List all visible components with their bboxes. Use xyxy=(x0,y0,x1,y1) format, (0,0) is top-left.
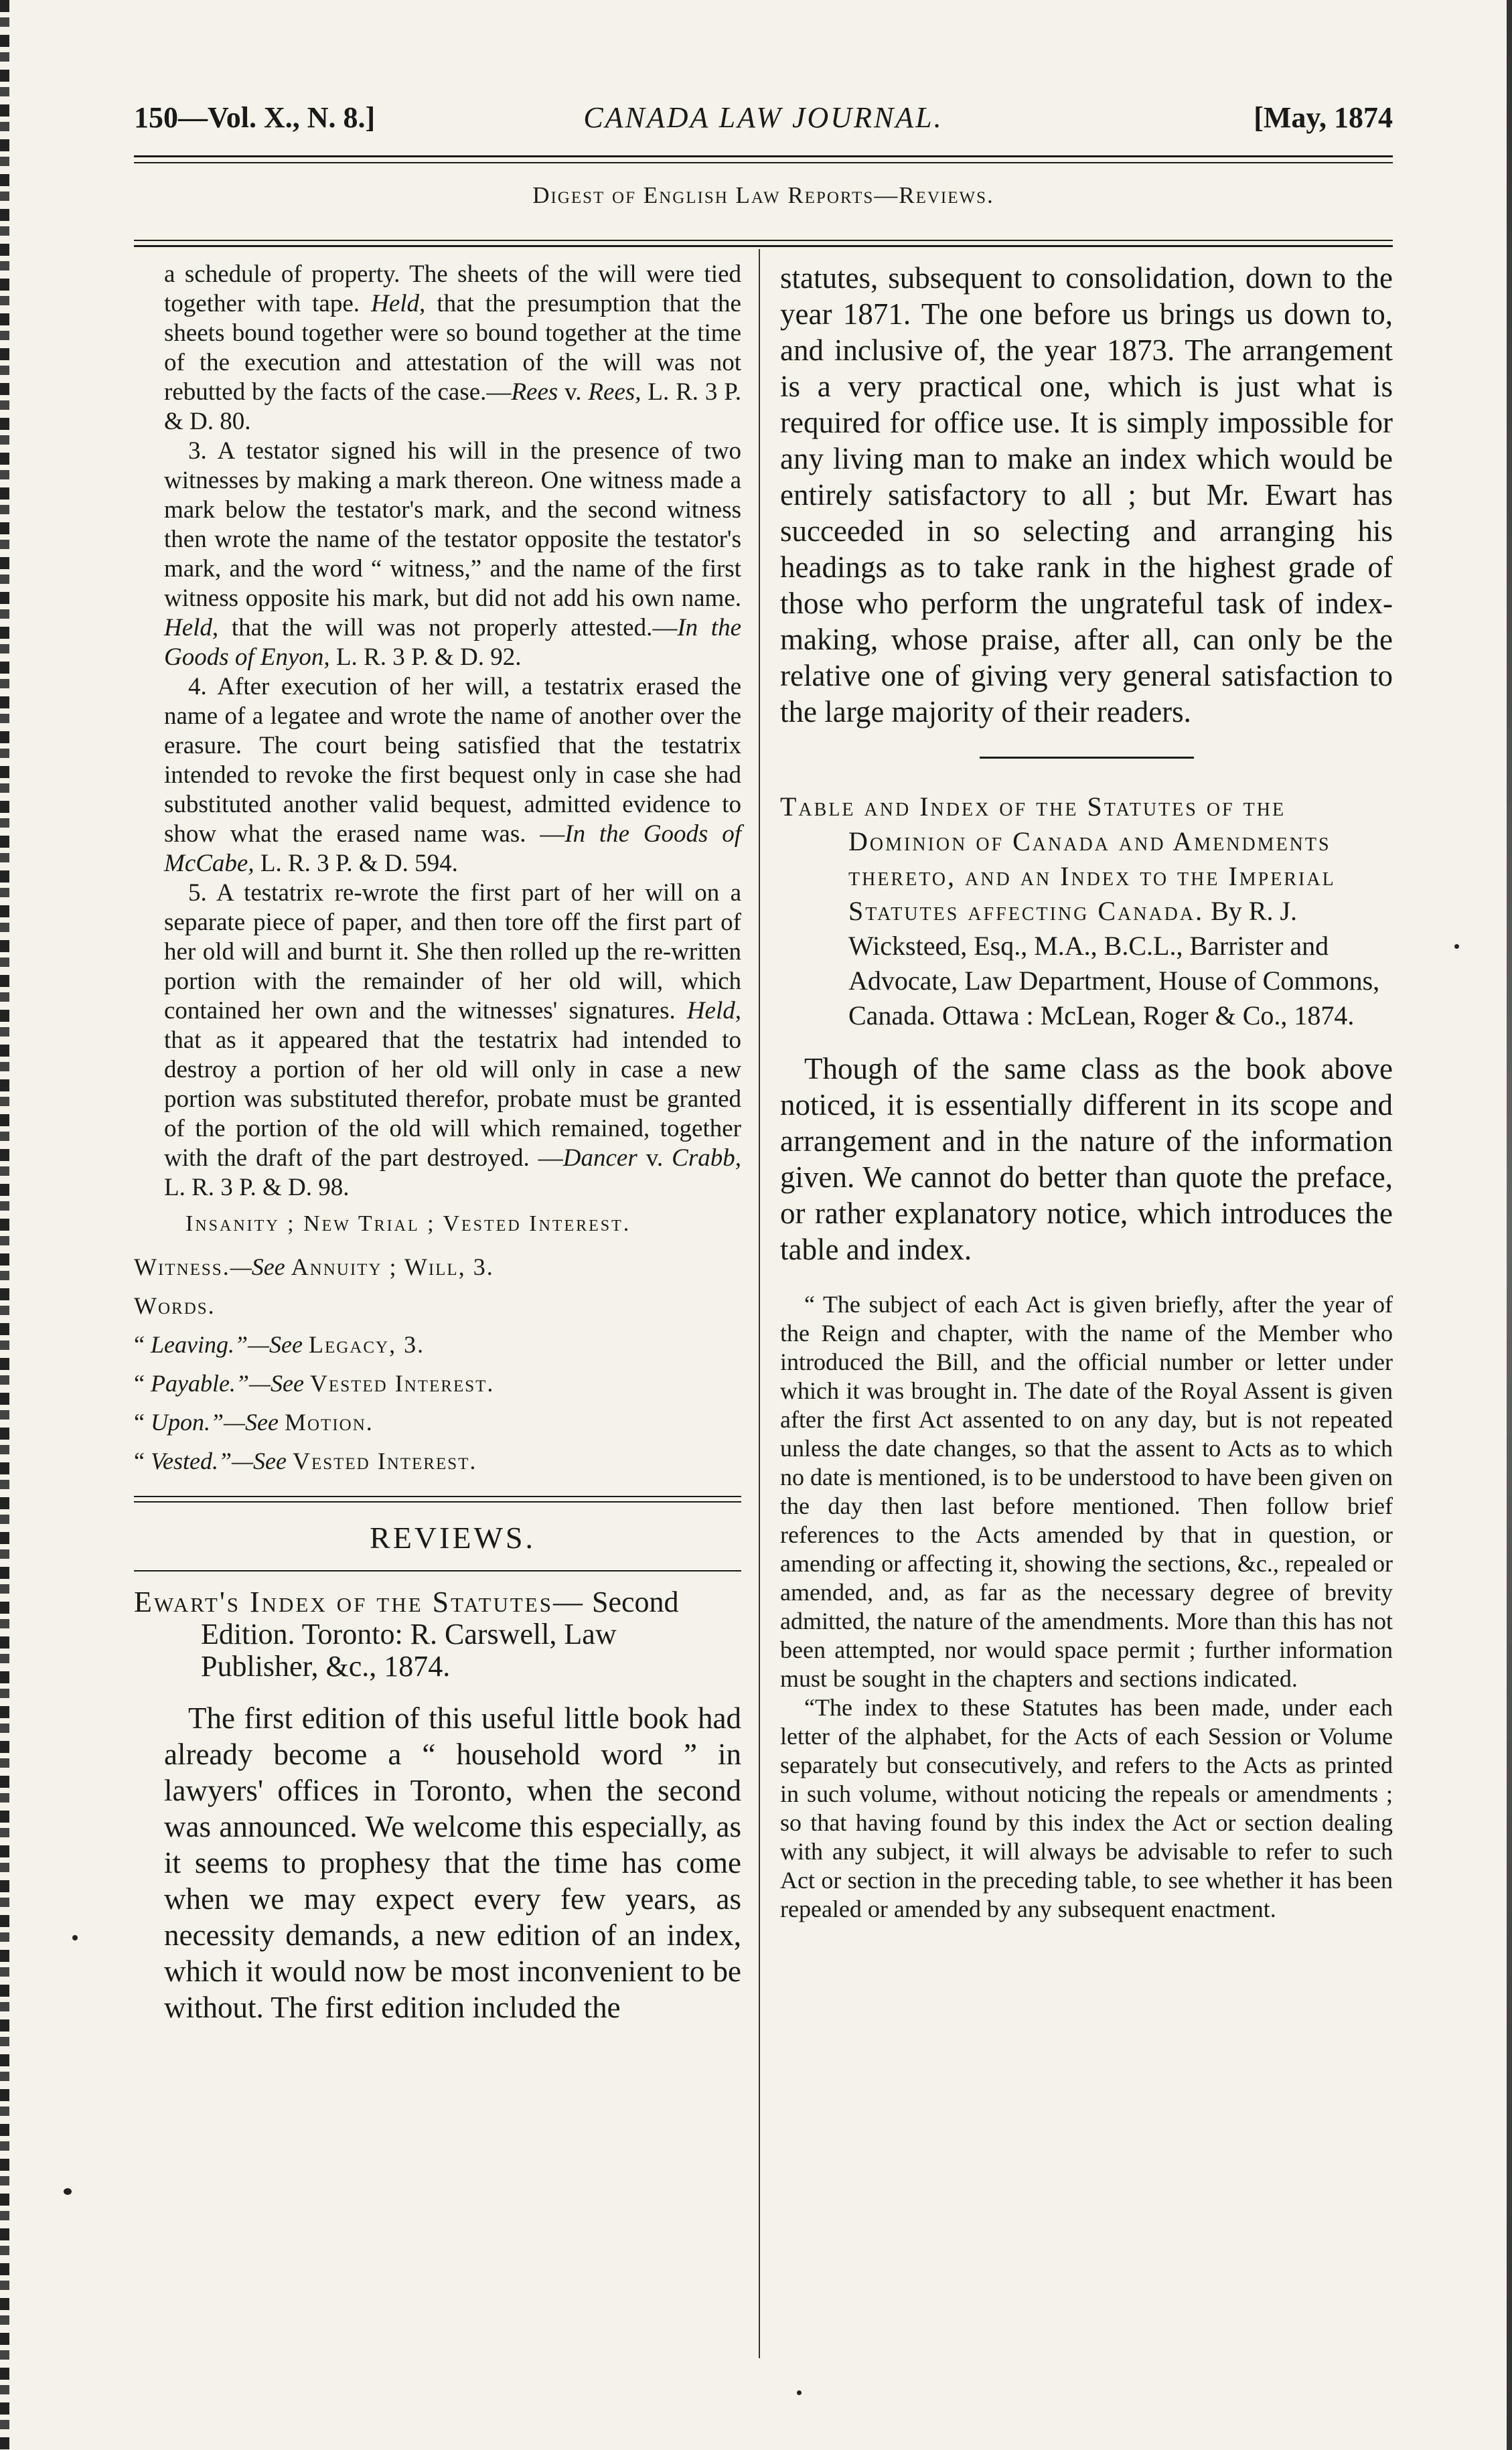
book-review-title xyxy=(134,1586,741,1683)
cross-reference xyxy=(134,1330,741,1359)
case-name: Crabb, xyxy=(672,1144,741,1172)
reviews-rule xyxy=(134,1496,741,1497)
header-rule xyxy=(134,155,1393,157)
italic-text: Held, xyxy=(686,997,741,1024)
review-paragraph: statutes, subsequent to consolidation, down to the year 1871. The one before us brings us down to, and inclusive of, the year 1873. The arrangement is a very practical one, which is just what is required for office use. It is simply impossible for any living man to make an index which would be entirely satisfactory to all ; but Mr. Ewart has succeeded in so selecting and arranging his headings as to take rank in the highest grade of those who perform the ungrateful task of index-making, whose praise, after all, can only be the relative one of giving very general satisfaction to the large majority of their readers. xyxy=(780,261,1393,729)
see-label: ”—See xyxy=(210,1409,285,1436)
quoted-preface: “The index to these Statutes has been made, under each letter of the alphabet, for the Acts of each Session or Volume separately but consecutively, and refers to the Acts as printed in such volume, without noticing the repeals or amendments ; so that having found by this index the Act or section dealing with any subject, it will always be advisable to refer to such Act or section in the preceding table, to see whether it has been repealed or amended by any subsequent enactment. xyxy=(780,1694,1393,1922)
xref-target: Legacy, 3. xyxy=(308,1331,425,1358)
digest-paragraph xyxy=(164,260,741,437)
ink-speck xyxy=(797,2390,802,2395)
xref-target: Vested Interest. xyxy=(309,1370,495,1397)
reviews-rule xyxy=(134,1570,741,1572)
quoted-preface: “ The subject of each Act is given briefly, after the year of the Reign and chapter, with the name of the Member who introduced the Bill, and the official number or letter under which it was brought in. The date of the Royal Assent is given after the first Act assented to on any day, but is not repeated unless the date changes, so that the assent to Acts as to which no date is mentioned, is to be understood to have been given on the day then last before mentioned. Then follow brief references to the Acts amended by that in question, or amending or affecting it, showing the sections, &c., repealed or amended, and, as far as the necessary degree of brevity admitted, the nature of the amendments. More than this has not been attempted, nor would space permit ; further information must be sought in the chapters and sections indicated. xyxy=(780,1291,1393,1692)
ink-speck xyxy=(64,2188,72,2195)
italic-text: Held, xyxy=(371,290,426,317)
separator-rule xyxy=(980,757,1194,759)
reviews-rule xyxy=(134,1501,741,1503)
text-run: that the will was not properly attested.— xyxy=(218,614,678,641)
case-name: Dancer xyxy=(562,1144,637,1172)
publication-details: By R. J. Wicksteed, Esq., M.A., B.C.L., Barrister and Advocate, Law Department, House of Commons, Canada. Ottawa : McLean, Roger & Co., 1874. xyxy=(848,896,1380,1030)
text-run: “ xyxy=(134,1370,151,1397)
section-rule xyxy=(134,245,1393,247)
case-name: In the Goods of Enyon, xyxy=(164,614,741,671)
text-run: 5. A testatrix re-wrote the first part of her will on a separate piece of paper, and then tore off the first part of her old will and burnt it. She then rolled up the re-written portion with the remainder of her old will, which contained her own and the witnesses' signatures. xyxy=(164,879,741,1024)
case-name: Rees, xyxy=(588,378,641,406)
journal-title: CANADA LAW JOURNAL. xyxy=(583,101,943,134)
case-name: In the Goods of McCabe, xyxy=(164,820,741,877)
citation: L. R. 3 P. & D. 80. xyxy=(164,378,741,435)
cross-reference xyxy=(134,1446,741,1476)
ink-speck xyxy=(1454,944,1459,949)
review-paragraph: The first edition of this useful little book had already become a “ household word ” in lawyers' offices in Toronto, when the second was announced. We welcome this especially, as it seems to prophesy that the time has come when we may expect every few years, as necessity demands, a new edition of an index, which it would now be most inconvenient to be without. The first edition included the xyxy=(164,1701,741,2024)
review-paragraph: Though of the same class as the book above noticed, it is essentially different in its scope and arrangement and in the nature of the information given. We cannot do better than quote the preface, or rather explanatory notice, which introduces the table and index. xyxy=(780,1052,1393,1266)
text-run: that as it appeared that the testatrix had intended to destroy a portion of her old will only in case a new portion was substituted therefor, probate must be granted of the portion of the old will which remained, together with the draft of the part destroyed. — xyxy=(164,1026,741,1172)
left-column xyxy=(134,260,741,2025)
see-label: ”—See xyxy=(235,1370,310,1397)
book-title: Ewart's Index of the Statutes— xyxy=(134,1586,585,1618)
section-rule xyxy=(134,240,1393,241)
issue-date: [May, 1874 xyxy=(1254,101,1393,134)
italic-text: Held, xyxy=(164,614,219,641)
digest-paragraph xyxy=(164,672,741,878)
xref-head: Witness. xyxy=(134,1253,230,1280)
citation: L. R. 3 P. & D. 594. xyxy=(254,850,458,877)
book-title: Table and Index of the Statutes of the Dominion of Canada and Amendments thereto, and an Index to the Imperial Statutes affecting Canada. xyxy=(780,791,1336,926)
cross-reference xyxy=(134,1407,741,1437)
xref-head: Upon. xyxy=(150,1409,210,1436)
xref-head: Vested. xyxy=(150,1448,218,1474)
see-label: ”—See xyxy=(218,1448,293,1474)
cross-reference xyxy=(134,1291,741,1320)
xref-head: Words. xyxy=(134,1292,216,1319)
digest-paragraph xyxy=(164,878,741,1203)
text-run: 4. After execution of her will, a testatrix erased the name of a legatee and wrote the name of another over the erasure. The court being satisfied that the testatrix intended to revoke the first bequest only in case she had substituted another valid bequest, admitted evidence to show what the erased name was. — xyxy=(164,673,741,848)
text-run: that the presumption that the sheets bound together were so bound together at the time of the execution and attestation of the will was not rebutted by the facts of the case.— xyxy=(164,290,741,406)
topic-heading: Insanity ; New Trial ; Vested Interest. xyxy=(185,1211,631,1236)
xref-target: Motion. xyxy=(284,1409,374,1436)
page-edge xyxy=(1507,0,1512,2450)
text-run: “ xyxy=(134,1409,151,1436)
right-column xyxy=(780,260,1393,1924)
text-run: “ xyxy=(134,1331,151,1358)
running-header xyxy=(134,100,1393,141)
column-divider xyxy=(759,249,760,2358)
xref-head: Payable. xyxy=(150,1370,236,1397)
cross-reference xyxy=(134,1252,741,1282)
text-run: 3. A testator signed his will in the presence of two witnesses by making a mark thereon. One witness made a mark below the testator's mark, and the second witness then wrote the name of the testator opposite the testator's mark, and the word “ witness,” and the name of the first witness opposite his mark, but did not add his own name. xyxy=(164,437,741,612)
digest-paragraph xyxy=(164,437,741,672)
book-review-title xyxy=(780,789,1393,1033)
text-run: “ xyxy=(134,1448,151,1474)
volume-reference: 150—Vol. X., N. 8.] xyxy=(134,101,376,134)
xref-target: Annuity ; Will, 3. xyxy=(291,1253,494,1280)
binding-edge xyxy=(0,0,9,2450)
text-run: v. xyxy=(637,1144,672,1172)
ink-speck xyxy=(72,1935,78,1940)
xref-target: Vested Interest. xyxy=(292,1448,477,1474)
citation: L. R. 3 P. & D. 92. xyxy=(329,643,522,671)
case-name: Rees xyxy=(511,378,558,406)
publication-details: Second Edition. Toronto: R. Carswell, Law Publisher, &c., 1874. xyxy=(201,1586,679,1683)
section-title: Digest of English Law Reports—Reviews. xyxy=(532,182,994,208)
cross-reference-list xyxy=(134,1252,741,1476)
xref-head: Leaving. xyxy=(150,1331,234,1358)
cross-reference xyxy=(134,1369,741,1398)
header-rule xyxy=(134,162,1393,163)
text-run: a schedule of property. The sheets of the will were tied together with tape. xyxy=(164,260,741,317)
see-label: ”—See xyxy=(234,1331,309,1358)
citation: L. R. 3 P. & D. 98. xyxy=(164,1174,350,1201)
text-run: v. xyxy=(558,378,589,406)
reviews-heading: REVIEWS. xyxy=(370,1521,536,1555)
see-label: —See xyxy=(230,1253,291,1280)
